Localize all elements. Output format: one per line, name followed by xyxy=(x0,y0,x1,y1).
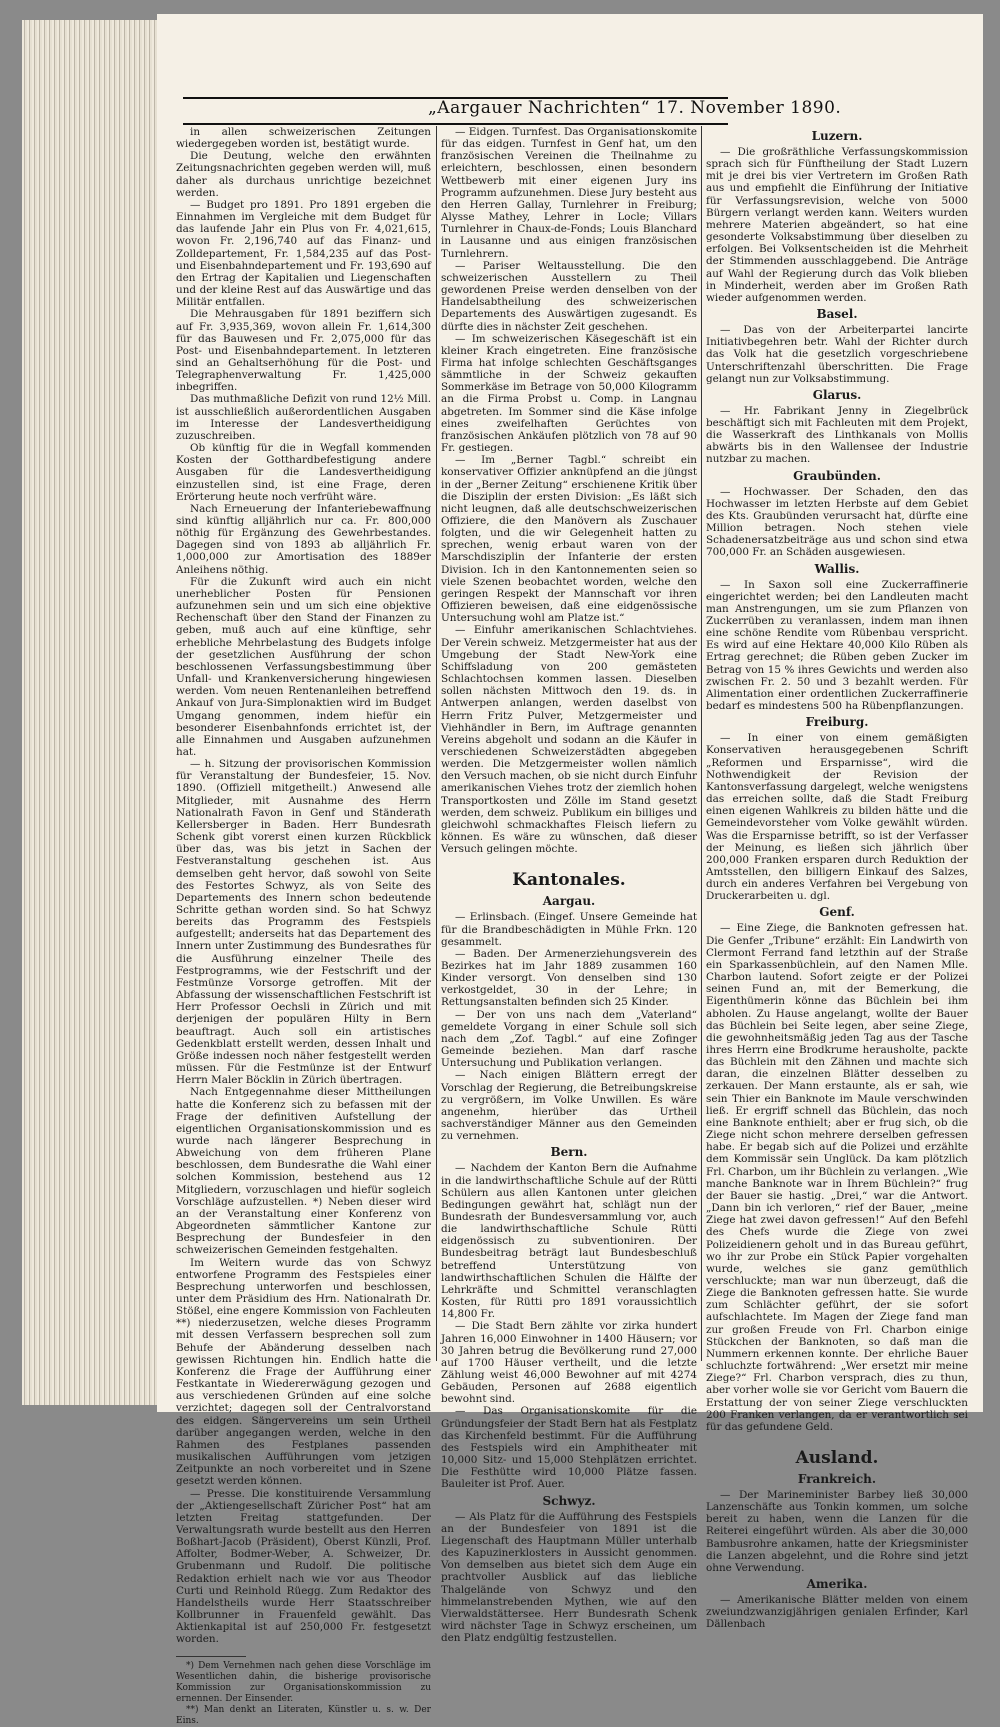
paragraph: — Erlinsbach. (Eingef. Unsere Gemeinde hat für die Brandbeschädigten in Mühle Frkn. 120 gesammelt. xyxy=(441,911,697,948)
column-2 xyxy=(441,126,697,1645)
paragraph: Die Mehrausgaben für 1891 beziffern sich auf Fr. 3,935,369, wovon allein Fr. 1,614,300 für das Bauwesen und Fr. 2,075,000 für das Post- und Eisenbahndepartement. In letzteren sind an Gehaltserhöhung für die Post- und Telegraphenverwaltung Fr. 1,425,000 inbegriffen. xyxy=(176,308,431,394)
paragraph: — Hochwasser. Der Schaden, den das Hochwasser im letzten Herbste auf dem Gebiet des Kts. Graubünden verursacht hat, dürfte eine Million betragen. Noch stehen viele Schadenersatzbeiträge aus und schon sind etwa 700,000 Fr. an Schäden ausgewiesen. xyxy=(706,485,968,559)
canton-heading: Aargau. xyxy=(542,894,596,909)
paragraph: — Baden. Der Armenerziehungsverein des Bezirkes hat im Jahr 1889 zusammen 160 Kinder versorgt. Von denselben sind 130 verkostgeldet, 30 in der Lehre; in Rettungsanstalten befinden sich 25 Kinder. xyxy=(441,947,697,1009)
paragraph: Für die Zukunft wird auch ein nicht unerheblicher Posten für Pensionen aufzunehmen sein und um sich eine objektive Rechenschaft über den Stand der Finanzen zu geben, muß auch auf eine künftige, sehr erhebliche Mehrbelastung des Budgets infolge der gesetzlichen Ausführung der schon beschlossenen Verfassungsbestimmung über Unfall- und Krankenversicherung hingewiesen werden. Vom neuen Rentenanleihen betreffend Ankauf von Jura-Simplonaktien wird im Budget Umgang genommen, indem hiefür ein besonderer Eisenbahnfonds errichtet ist, der alle Einnahmen und Ausgaben aufzunehmen hat. xyxy=(176,575,431,758)
page-header xyxy=(183,97,842,125)
paragraph: Im Weitern wurde das von Schwyz entworfene Programm des Festspieles einer Besprechung unterworfen und beschlossen, unter dem Präsidium des Hrn. Nationalrath Dr. Stößel, eine engere Kommission von Fachleuten **) niederzusetzen, welche dieses Programm mit dessen Verfassern besprechen soll zum Behufe der Abänderung desselben nach gewissen Richtungen hin. Endlich hatte die Konferenz die Frage der Aufführung einer Festkantate in Wiedererwägung gezogen und aus verschiedenen Gründen auf eine solche verzichtet; dagegen soll der Centralvorstand des eidgen. Sängervereins um sein Urtheil darüber angegangen werden, welche in den Rahmen des Festplanes passenden musikalischen Aufführungen vom jetzigen Zeitpunkte an noch vorbereitet und in Szene gesetzt werden können. xyxy=(176,1256,431,1488)
paragraph: — Nachdem der Kanton Bern die Aufnahme in die landwirthschaftliche Schule auf der Rütti Schülern aus allen Kantonen unter gleichen Bedingungen gewährt hat, schlägt nun der Bundesrath der Bundesversammlung vor, auch die landwirthschaftliche Schule Rütti eidgenössisch zu subventioniren. Der Bundesbeitrag beträgt laut Bundesbeschluß betreffend Unterstützung von landwirthschaftlichen Schulen die Hälfte der Lehrkräfte und Schmittel veranschlagten Kosten, für Rütti pro 1891 voraussichtlich 14,800 Fr. xyxy=(441,1162,697,1321)
canton-heading: Bern. xyxy=(550,1145,588,1160)
paragraph: — Hr. Fabrikant Jenny in Ziegelbrück beschäftigt sich mit Fachleuten mit dem Projekt, die Wasserkraft des Linthkanals von Mollis abwärts bis in den Wallensee der Industrie nutzbar zu machen. xyxy=(706,404,968,466)
footnote-rule xyxy=(176,1656,246,1657)
paragraph: Das muthmaßliche Defizit von rund 12½ Mill. ist ausschließlich außerordentlichen Ausgaben im Interesse der Landesvertheidigung zuzuschreiben. xyxy=(176,393,431,442)
country-heading: Frankreich. xyxy=(797,1472,877,1486)
paragraph: — Das Organisationskomite für die Gründungsfeier der Stadt Bern hat als Festplatz das Kirchenfeld bestimmt. Für die Aufführung des Festspiels wird ein Amphitheater mit 10,000 Sitz- und 15,000 Stehplätzen errichtet. Die Festhütte wird 10,000 Plätze fassen. Bauleiter ist Prof. Auer. xyxy=(441,1405,697,1491)
paragraph: — Budget pro 1891. Pro 1891 ergeben die Einnahmen im Vergleiche mit dem Budget für das laufende Jahr ein Plus von Fr. 4,021,615, wovon Fr. 2,196,740 auf das Finanz- und Zolldepartement, Fr. 1,584,235 auf das Post- und Eisenbahndepartement und Fr. 193,690 auf den Ertrag der Kapitalien und Liegenschaften und der kleine Rest auf das Auswärtige und das Militär entfallen. xyxy=(176,198,431,309)
paragraph: — Im schweizerischen Käsegeschäft ist ein kleiner Krach eingetreten. Eine französische Firma hat infolge schlechten Geschäftsganges sämmtliche in der Schweiz gekauften Sommerkäse im Betrage von 50,000 Kilogramm an die Firma Probst u. Comp. in Langnau abgetreten. Im Sommer sind die Käse infolge eines zweifelhaften Gerüchtes von französischen Ankäufen plötzlich von 78 auf 90 Fr. gestiegen. xyxy=(441,332,697,455)
page-stack xyxy=(22,20,157,1405)
footnote: *) Dem Vernehmen nach gehen diese Vorschläge im Wesentlichen dahin, die bisherige provisorische Kommission zur Organisationskommission zu ernennen. Der Einsender. xyxy=(176,1660,431,1704)
country-heading: Amerika. xyxy=(806,1577,868,1592)
paragraph: Nach Entgegennahme dieser Mittheilungen hatte die Konferenz sich zu befassen mit der Frage der definitiven Aufstellung der eigentlichen Organisationskommission und es wurde nach längerer Besprechung in Abweichung von dem früheren Plane beschlossen, dem Bundesrathe die Wahl einer solchen Kommission, bestehend aus 12 Mitgliedern, vorzuschlagen und hiefür sogleich Vorschläge aufzustellen. *) Neben dieser wird an der Veranstaltung einer Konferenz von Abgeordneten sämmtlicher Kantone zur Besprechung der Bundesfeier in den schweizerischen Gemeinden festgehalten. xyxy=(176,1086,431,1257)
canton-heading: Graubünden. xyxy=(793,468,881,483)
paragraph: Ob künftig für die in Wegfall kommenden Kosten der Gotthardbefestigung andere Ausgaben für die Landesvertheidigung einzustellen sind, ist eine Frage, deren Erörterung heute noch verfrüht wäre. xyxy=(176,442,431,503)
column-rule xyxy=(436,126,437,1361)
canton-heading: Basel. xyxy=(816,307,858,322)
canton-heading: Genf. xyxy=(819,905,855,920)
paragraph: — Die Stadt Bern zählte vor zirka hundert Jahren 16,000 Einwohner in 1400 Häusern; vor 30 Jahren betrug die Bevölkerung rund 27,000 auf 1700 Häuser vertheilt, und die letzte Zählung weist 46,000 Bewohner auf mit 4274 Gebäuden, Personen auf 2688 eigentlich bewohnt sind. xyxy=(441,1320,697,1406)
paragraph: — Eidgen. Turnfest. Das Organisationskomite für das eidgen. Turnfest in Genf hat, um den französischen Vereinen die Theilnahme zu erleichtern, beschlossen, einen besondern Wettbewerb mit einer eigenen Jury ins Programm aufzunehmen. Diese Jury besteht aus den Herren Gallay, Turnlehrer in Freiburg; Alysse Mathey, Lehrer in Locle; Villars Turnlehrer in Chaux-de-Fonds; Louis Blanchard in Lausanne und aus einigen französischen Turnlehrern. xyxy=(441,126,697,260)
header-title: „Aargauer Nachrichten“ 17. November 1890. xyxy=(428,98,842,118)
paragraph: — Pariser Weltausstellung. Die den schweizerischen Ausstellern zu Theil gewordenen Preise werden denselben von der Handelsabtheilung des schweizerischen Departements des Auswärtigen zugesandt. Es dürfte dies in nächster Zeit geschehen. xyxy=(441,259,697,333)
paragraph: — Amerikanische Blätter melden von einem zweiundzwanzigjährigen genialen Erfinder, Karl Dällenbach xyxy=(706,1594,968,1631)
paragraph: — h. Sitzung der provisorischen Kommission für Veranstaltung der Bundesfeier, 15. Nov. 1890. (Offiziell mitgetheilt.) Anwesend alle Mitglieder, mit Ausnahme des Herrn Nationalrath Favon in Genf und Ständerath Kellersberger in Baden. Herr Bundesrath Schenk gibt vorerst einen kurzen Rückblick über das, was bis jetzt in Sachen der Festveranstaltung geschehen ist. Aus demselben geht hervor, daß sowohl von Seite des Festortes Schwyz, als von Seite des Departements des Innern schon bedeutende Schritte gethan worden sind. So hat Schwyz bereits das Programm des Festspiels aufgestellt; anderseits hat das Departement des Innern unter Zustimmung des Bundesrathes für die Ausführung einzelner Theile des Festprogramms, wie der Festschrift und der Festmünze Vorsorge getroffen. Mit der Abfassung der wissenschaftlichen Festschrift ist Herr Professor Oechsli in Zürich und mit derjenigen der populären Hilty in Bern beauftragt. Auch soll ein artistisches Gedenkblatt erstellt werden, dessen Inhalt und Größe indessen noch näher festgestellt werden müssen. Für die Festmünze ist der Entwurf Herrn Maler Böcklin in Zürich übertragen. xyxy=(176,758,431,1087)
canton-heading: Glarus. xyxy=(812,387,862,402)
paragraph: — Die großräthliche Verfassungskommission sprach sich für Fünftheilung der Stadt Luzern mit je drei bis vier Vertretern im Großen Rath aus und empfiehlt die Einführung der Initiative für Verfassungsrevision, welche von 5000 Bürgern verlangt werden kann. Weiters wurden mehrere Materien abgeändert, so hat eine gesonderte Volksabstimmung über dieselben zu erfolgen. Bei Volksentscheiden ist die Mehrheit der Stimmenden ausschlaggebend. Die Anträge auf Wahl der Regierung durch das Volk blieben in Minderheit, werden aber im Großen Rath wieder aufgenommen werden. xyxy=(706,146,968,304)
paragraph: — Das von der Arbeiterpartei lancirte Initiativbegehren betr. Wahl der Richter durch das Volk hat die gesetzlich vorgeschriebene Unterschriftenzahl überschritten. Die Frage gelangt nun zur Volksabstimmung. xyxy=(706,324,968,385)
paragraph: — Als Platz für die Aufführung des Festspiels an der Bundesfeier von 1891 ist die Liegenschaft des Hauptmann Müller unterhalb des Kapuzinerklosters in Aussicht genommen. Von demselben aus bietet sich dem Auge ein prachtvoller Ausblick auf das liebliche Thalgelände von Schwyz und den himmelanstrebenden Mythen, wie auf den Vierwaldstättersee. Herr Bundesrath Schenk wird nächster Tage in Schwyz erscheinen, um den Platz endgültig festzustellen. xyxy=(441,1510,697,1645)
column-3 xyxy=(706,126,968,1631)
paragraph: — Presse. Die konstituirende Versammlung der „Aktiengesellschaft Züricher Post“ hat am letzten Freitag stattgefunden. Der Verwaltungsrath wurde bestellt aus den Herren Boßhart-Jacob (Präsident), Oberst Künzli, Prof. Affolter, Bodmer-Weber, A. Schweizer, Dr. Grubenmann und Rudolf. Die politische Redaktion erhielt nach wie vor aus Theodor Curti und Reinhold Rüegg. Zum Redaktor des Handelstheils wurde Herr Staatsschreiber Kollbrunner in Frauenfeld gewählt. Das Aktienkapital ist auf 250,000 Fr. festgesetzt worden. xyxy=(176,1487,431,1646)
footnote: **) Man denkt an Literaten, Künstler u. s. w. Der Eins. xyxy=(176,1704,431,1726)
paragraph: Die Deutung, welche den erwähnten Zeitungsnachrichten gegeben werden will, muß daher als durchaus unrichtige bezeichnet werden. xyxy=(176,150,431,199)
paragraph: — Nach einigen Blättern erregt der Vorschlag der Regierung, die Betreibungskreise zu vergrößern, im Volke Unwillen. Es wäre angenehm, hierüber das Urtheil sachverständiger Männer aus den Gemeinden zu vernehmen. xyxy=(441,1069,697,1143)
paragraph: — Eine Ziege, die Banknoten gefressen hat. Die Genfer „Tribune“ erzählt: Ein Landwirth von Clermont Ferrand fand letzthin auf der Straße ein Sparkassenbüchlein, auf den Namen Mlle. Charbon lautend. Sofort zeigte er der Polizei seinen Fund an, mit der Bemerkung, die Eigenthümerin könne das Büchlein bei ihm abholen. Zu Hause angelangt, wollte der Bauer das Büchlein bei Seite legen, aber seine Ziege, die gewohnheitsmäßig jeden Tag aus der Tasche ihres Herrn eine Brodkrume herausholte, packte das Büchlein mit den Zähnen und machte sich daran, die einzelnen Blätter desselben zu zerkauen. Der Mann erstaunte, als er sah, wie sein Thier ein Banknote im Maule verschwinden ließ. Er ergriff schnell das Büchlein, das noch eine Banknote enthielt; aber er frug sich, ob die Ziege nicht schon mehrere derselben gefressen habe. Er begab sich auf die Polizei und erzählte dem Kommissär sein Unglück. Da kam plötzlich Frl. Charbon, um ihr Büchlein zu verlangen. „Wie manche Banknote war in Ihrem Büchlein?“ frug der Bauer sie hastig. „Drei,“ war die Antwort. „Dann bin ich verloren,“ rief der Bauer, „meine Ziege hat zwei davon gefressen!“ Auf den Befehl des Chefs wurde die Ziege von zwei Polizeidienern geholt und in das Bureau geführt, wo ihr zur Probe ein Stück Papier vorgehalten wurde, welches sie ganz gemüthlich verschluckte; man war nun überzeugt, daß die Ziege die Banknoten gefressen hatte. Sie wurde zum Schlächter geführt, der sie sofort aufschlachtete. Im Magen der Ziege fand man zur großen Freude von Frl. Charbon einige Stückchen der Banknoten, so daß man die Nummern erkennen konnte. Der ehrliche Bauer schluchzte fortwährend: „Wer ersetzt mir meine Ziege?“ Frl. Charbon versprach, dies zu thun, aber vorher wolle sie vor Gericht vom Bauern die Erstattung der von seiner Ziege verschluckten 200 Franken verlangen, da er verantwortlich sei für das gefundene Geld. xyxy=(706,922,968,1433)
paragraph: — Einfuhr amerikanischen Schlachtviehes. Der Verein schweiz. Metzgermeister hat aus der Umgebung der Stadt New-York eine Schiffsladung von 200 gemästeten Schlachtochsen kommen lassen. Dieselben sollen nächsten Mittwoch den 19. ds. in Antwerpen anlangen, werden daselbst von Herrn Fritz Pulver, Metzgermeister und Viehhändler in Bern, im Auftrage genannten Vereins abgeholt und sodann an die Käufer in verschiedenen Schweizerstädten abgegeben werden. Die Metzgermeister wollen nämlich den Versuch machen, ob sie nicht durch Einfuhr amerikanischen Viehes trotz der ziemlich hohen Transportkosten und Zölle im Stand gesetzt werden, dem schweiz. Publikum ein billiges und gleichwohl schmackhaftes Fleisch liefern zu können. Es wäre zu wünschen, daß dieser Versuch gelingen möchte. xyxy=(441,624,697,856)
column-1 xyxy=(176,126,431,1726)
paragraph: — Der Marineminister Barbey ließ 30,000 Lanzenschäfte aus Tonkin kommen, um solche bereit zu haben, wenn die Lanzen für die Reiterei eingeführt würden. Als aber die 30,000 Bambusrohre ankamen, hatte der Kriegsminister die Lanzen abgelehnt, und die Rohre sind jetzt ohne Verwendung. xyxy=(706,1489,968,1574)
canton-heading: Freiburg. xyxy=(805,715,869,730)
canton-heading: Wallis. xyxy=(814,561,860,576)
canton-heading: Schwyz. xyxy=(542,1493,596,1508)
canton-heading: Luzern. xyxy=(811,129,863,143)
column-rule xyxy=(701,126,702,1361)
section-heading: Kantonales. xyxy=(512,870,626,891)
paragraph: — In Saxon soll eine Zuckerraffinerie eingerichtet werden; bei den Landleuten macht man Anstrengungen, um sie zum Pflanzen von Zuckerrüben zu veranlassen, indem man ihnen eine schöne Rendite vom Rübenbau verspricht. Es wird auf eine Hektare 40,000 Kilo Rüben als Ertrag gerechnet; die Rüben geben Zucker im Betrag von 15 % ihres Gewichts und werden also zwischen Fr. 2. 50 und 3 bezahlt werden. Für Alimentation einer ordentlichen Zuckerraffinerie bedarf es mindestens 500 ha Rübenpflanzungen. xyxy=(706,578,968,713)
paragraph: — Der von uns nach dem „Vaterland“ gemeldete Vorgang in einer Schule soll sich nach dem „Zof. Tagbl.“ auf eine Zofinger Gemeinde beziehen. Man darf rasche Untersuchung und Publikation verlangen. xyxy=(441,1008,697,1070)
paragraph: — Im „Berner Tagbl.“ schreibt ein konservativer Offizier anknüpfend an die jüngst in der „Berner Zeitung“ erschienene Kritik über die Disziplin der ersten Division: „Es läßt sich nicht leugnen, daß alle deutschschweizerischen Offiziere, die den Manövern als Zuschauer folgten, und die wir Gelegenheit hatten zu sprechen, wenig erbaut waren von der Marschdisziplin der Infanterie der ersten Division. Ich in den Kantonnementen seien so viele Szenen beobachtet worden, welche den geringen Respekt der Mannschaft vor ihren Offizieren beweisen, daß eine eidgenössische Untersuchung wohl am Platze ist.“ xyxy=(441,454,697,625)
paragraph: — In einer von einem gemäßigten Konservativen herausgegebenen Schrift „Reformen und Ersparnisse“, wird die Nothwendigkeit der Revision der Kantonsverfassung dargelegt, welche wenigstens das erreichen sollte, daß die Stadt Freiburg einen eigenen Wahlkreis zu bilden hätte und die Gemeindevorsteher vom Volke gewählt würden. Was die Ersparnisse betrifft, so ist der Verfasser der Meinung, es ließen sich jährlich über 200,000 Franken ersparen durch Reduktion der Amtsstellen, den billigern Einkauf des Salzes, durch ein anderes Verfahren bei Vergebung von Druckerarbeiten u. dgl. xyxy=(706,732,968,903)
paragraph: in allen schweizerischen Zeitungen wiedergegeben worden ist, bestätigt wurde. xyxy=(176,126,431,151)
paragraph: Nach Erneuerung der Infanteriebewaffnung sind künftig alljährlich nur ca. Fr. 800,000 nöthig für Ergänzung des Gewehrbestandes. Dagegen sind von 1893 ab alljährlich Fr. 1,000,000 zur Amortisation des 1889er Anleihens nöthig. xyxy=(176,502,431,576)
section-heading: Ausland. xyxy=(795,1448,879,1468)
